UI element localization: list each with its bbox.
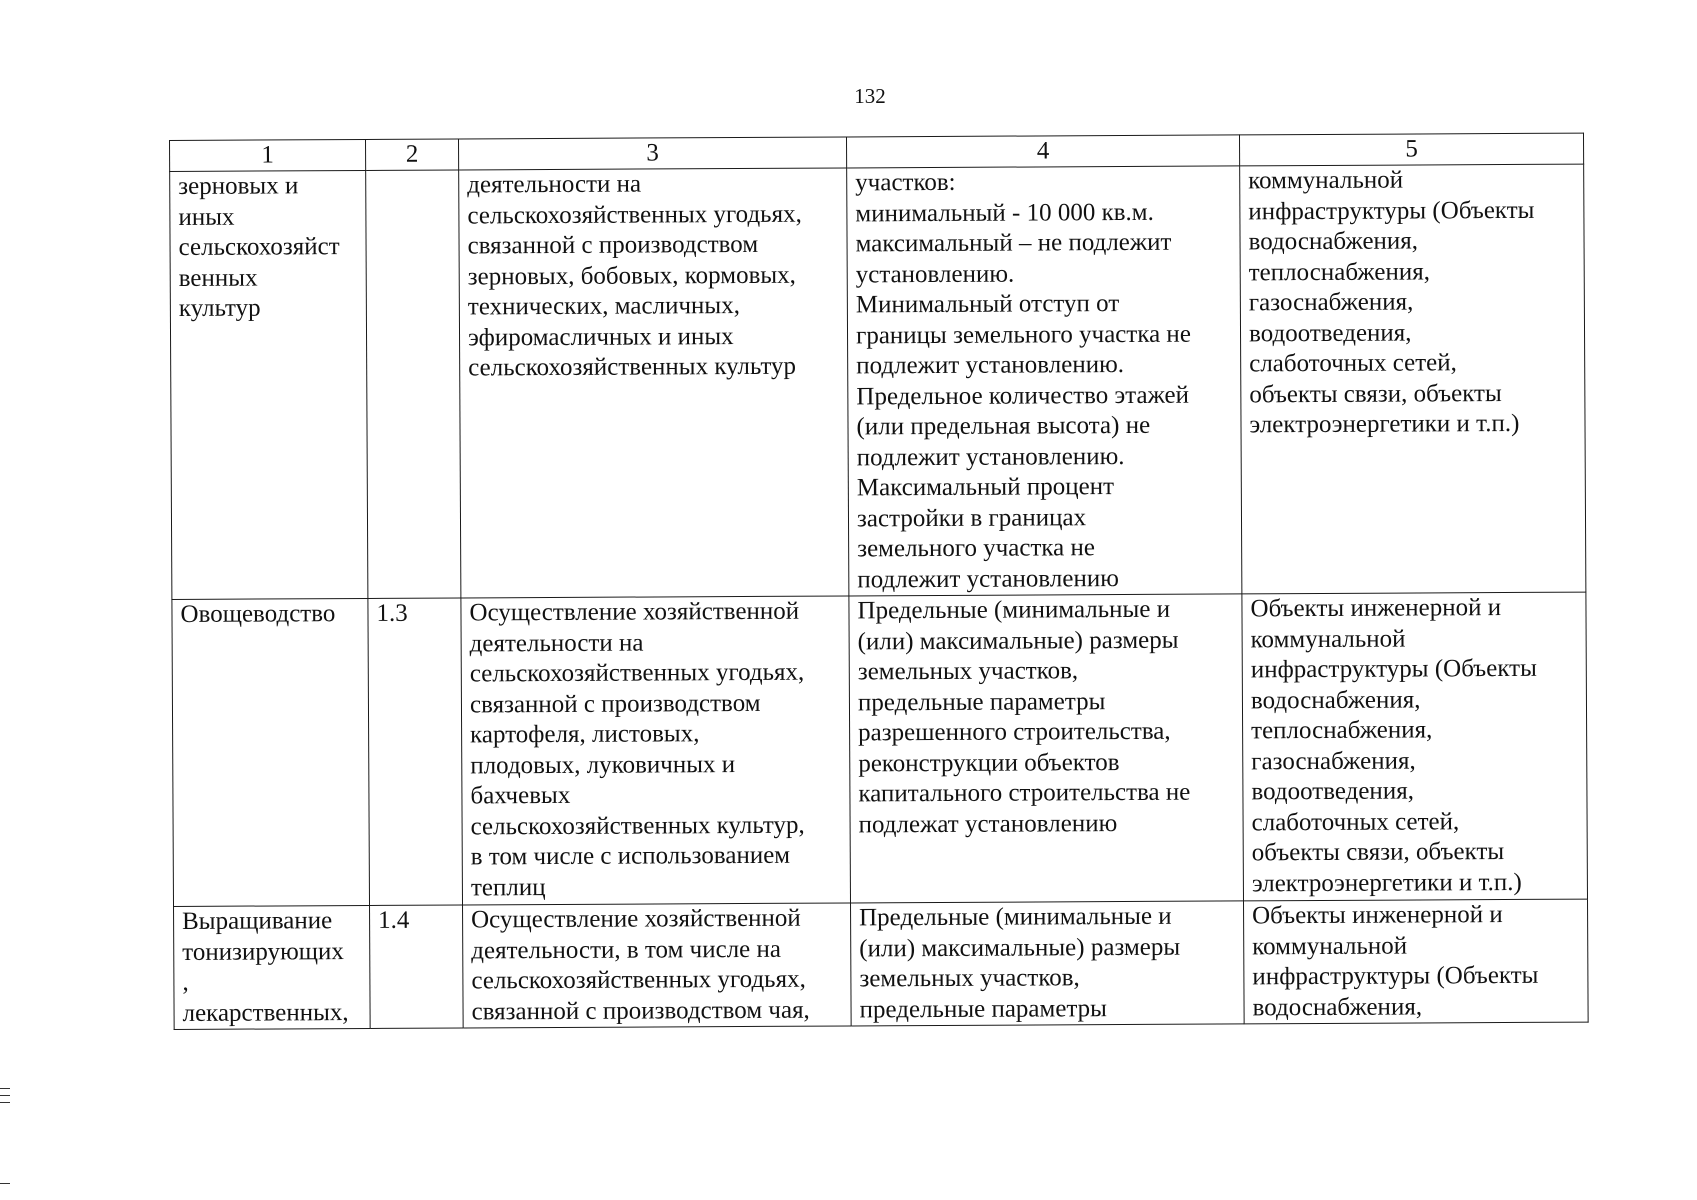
table-row [172,592,1588,906]
land-use-code-cell [368,598,463,905]
land-use-description-cell [461,596,851,905]
page-number: 132 [854,84,886,108]
parameters-cell [849,594,1244,903]
parameters-text: Предельные (минимальные и (или) максимальные) размеры земельных участков, предельные параметры разрешенного строительства, реконструкции объектов капитального строительства не подлежат установлению [857,595,1191,838]
column-header-3: 3 [458,137,846,170]
auxiliary-uses-cell [1240,164,1586,594]
parameters-cell [851,901,1245,1026]
land-use-code: 1.4 [378,906,410,934]
land-use-name-cell [172,598,370,906]
column-header-4: 4 [846,135,1239,168]
auxiliary-uses-text: коммунальной инфраструктуры (Объекты водоснабжения, теплоснабжения, газоснабжения, водоотведения, слаботочных сетей, объекты связи, объекты электроэнергетики и т.п.) [1248,166,1535,439]
land-use-code-cell [366,170,461,598]
land-use-name: зерновых и иных сельскохозяйст венных культур [178,172,340,322]
scan-margin-mark [0,1088,10,1089]
zoning-table [169,133,1589,1030]
land-use-description: Осуществление хозяйственной деятельности на сельскохозяйственных угодьях, связанной с производством картофеля, листовых, плодовых, луковичных и бахчевых сельскохозяйственных культур, в том числе с использованием теплиц [469,597,805,901]
land-use-name-cell [170,170,368,599]
auxiliary-uses-cell [1242,592,1588,901]
scan-margin-mark [0,1102,10,1103]
auxiliary-uses-cell [1243,899,1588,1024]
land-use-description: деятельности на сельскохозяйственных угодьях, связанной с производством зерновых, бобовых, кормовых, технических, масличных, эфиромасличных и иных сельскохозяйственных культур [467,170,802,382]
parameters-text: Предельные (минимальные и (или) максимальные) размеры земельных участков, предельные параметры [859,902,1181,1023]
land-use-code: 1.3 [376,599,408,627]
land-use-description-cell [459,168,849,598]
column-header-2: 2 [365,139,458,170]
land-use-name: Овощеводство [180,600,336,628]
auxiliary-uses-text: Объекты инженерной и коммунальной инфраструктуры (Объекты водоснабжения, [1252,901,1539,1021]
land-use-description-cell [463,903,852,1028]
table-row [174,899,1589,1029]
column-header-5: 5 [1239,133,1583,166]
land-use-description: Осуществление хозяйственной деятельности, в том числе на сельскохозяйственных угодьях, связанной с производством чая, [471,904,810,1025]
scan-margin-mark [0,1095,10,1096]
parameters-cell [847,166,1242,596]
land-use-code-cell [370,905,464,1028]
parameters-text: участков: минимальный - 10 000 кв.м. максимальный – не подлежит установлению. Минимальный отступ от границы земельного участка не подлежит установлению. Предельное количество этажей (или предельная высота) не подлежит установлению. Максимальный процент застройки в границах земельного участка не подлежит установлению [855,168,1191,593]
scan-margin-mark [0,1183,10,1184]
table-row [170,164,1586,599]
auxiliary-uses-text: Объекты инженерной и коммунальной инфраструктуры (Объекты водоснабжения, теплоснабжения, газоснабжения, водоотведения, слаботочных сетей, объекты связи, объекты электроэнергетики и т.п.) [1250,594,1537,897]
land-use-name-cell [174,905,371,1029]
land-use-name: Выращивание тонизирующих , лекарственных, [182,907,349,1027]
column-header-1: 1 [170,139,366,171]
